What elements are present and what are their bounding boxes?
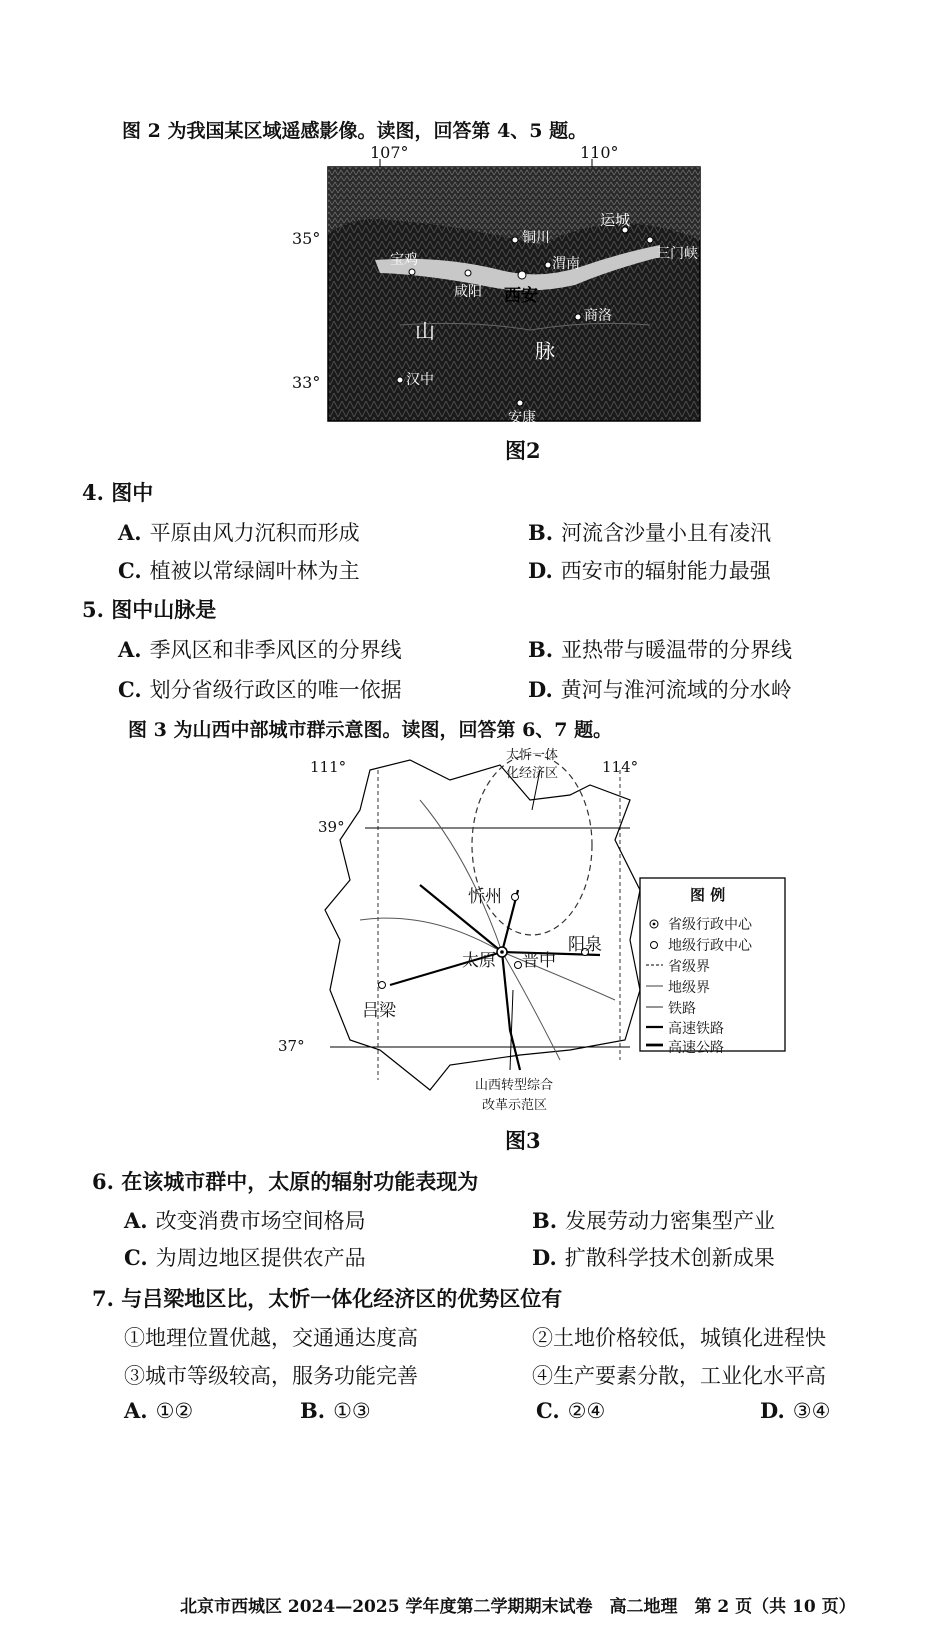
xianyang-dot: [465, 270, 471, 276]
jinzhong-marker: [515, 962, 522, 969]
q7-option-b-text: ①③: [333, 1399, 371, 1423]
legend-item-provincial-border: 省级界: [668, 959, 710, 975]
q7-item-1: ①地理位置优越，交通通达度高: [124, 1326, 418, 1350]
baoji-dot: [409, 269, 415, 275]
mountain-char-1: 山: [415, 319, 435, 343]
legend-provincial-icon-dot: [653, 923, 656, 926]
q5-option-d-text: 黄河与淮河流域的分水岭: [560, 678, 792, 702]
q7-option-a[interactable]: [124, 1398, 193, 1423]
region-boundary: [325, 760, 640, 1090]
q6-stem: 6. 在该城市群中，太原的辐射功能表现为: [92, 1169, 479, 1194]
fig2-caption: 图2: [505, 438, 541, 463]
sanmenxia-dot: [647, 237, 653, 243]
legend-item-provincial: 省级行政中心: [668, 917, 752, 933]
legend-item-railway: 铁路: [668, 1001, 696, 1017]
q5-option-a-letter: A.: [118, 637, 142, 662]
legend-item-expressway: 高速公路: [668, 1040, 724, 1056]
fig2-intro: 图 2 为我国某区域遥感影像。读图，回答第 4、5 题。: [122, 120, 588, 142]
legend-item-hsr: 高速铁路: [668, 1021, 724, 1037]
taixin-zone-label-1: 太忻一体: [506, 748, 559, 763]
q4-option-c-text: 植被以常绿阔叶林为主: [149, 559, 360, 583]
q4-option-a[interactable]: [118, 517, 360, 547]
place-ankang: 安康: [508, 410, 536, 426]
fig3-lon-114: 114°: [602, 758, 639, 776]
q5-option-c-text: 划分省级行政区的唯一依据: [149, 678, 402, 702]
place-xian: 西安: [504, 286, 538, 306]
place-baoji: 宝鸡: [390, 252, 418, 268]
fig3-lat-39: 39°: [318, 818, 345, 836]
weinan-dot: [545, 262, 551, 268]
q5-option-b[interactable]: [528, 634, 792, 664]
q5-stem: 5. 图中山脉是: [82, 597, 217, 622]
mountain-char-2: 脉: [535, 339, 555, 363]
city-xinzhou: 忻州: [468, 887, 502, 907]
taixin-zone-label-2: 化经济区: [506, 766, 559, 781]
fig3-caption: 图3: [505, 1128, 541, 1153]
q7-option-d[interactable]: [760, 1398, 830, 1423]
q6-option-b-letter: B.: [532, 1208, 558, 1233]
place-tongchuan: 铜川: [522, 230, 550, 246]
q4-option-c[interactable]: [118, 555, 360, 585]
place-sanmenxia: 三门峡: [656, 246, 698, 262]
q7-option-a-letter: A.: [124, 1398, 148, 1423]
shangluo-dot: [575, 314, 581, 320]
q5-option-d[interactable]: [528, 674, 792, 704]
q7-option-c-text: ②④: [567, 1399, 606, 1423]
q5-option-b-letter: B.: [528, 637, 554, 662]
q6-option-a-letter: A.: [124, 1208, 148, 1233]
q6-option-b[interactable]: [532, 1205, 775, 1235]
q6-option-c-letter: C.: [124, 1245, 148, 1270]
lon-label-107: 107°: [370, 143, 409, 162]
q4-stem: 4. 图中: [82, 480, 154, 505]
fig3-lon-111: 111°: [310, 758, 347, 776]
q4-option-d-text: 西安市的辐射能力最强: [560, 559, 771, 583]
ankang-dot: [517, 400, 523, 406]
q5-option-c[interactable]: [118, 674, 402, 704]
figure-2: [290, 145, 730, 430]
q6-option-c[interactable]: [124, 1242, 366, 1272]
q7-item-3: ③城市等级较高，服务功能完善: [124, 1364, 418, 1388]
q7-option-d-letter: D.: [760, 1398, 785, 1423]
place-yuncheng: 运城: [600, 211, 631, 229]
q4-option-a-text: 平原由风力沉积而形成: [149, 521, 360, 545]
city-jinzhong: 晋中: [522, 951, 556, 971]
q5-option-b-text: 亚热带与暖温带的分界线: [561, 638, 793, 662]
reform-zone-label-2: 改革示范区: [482, 1098, 548, 1113]
q7-option-b[interactable]: [300, 1398, 371, 1423]
place-xianyang: 咸阳: [454, 284, 482, 300]
hanzhong-dot: [397, 377, 403, 383]
taixin-zone-outline: [472, 755, 592, 935]
lat-label-33: 33°: [292, 373, 321, 392]
q7-option-c[interactable]: [536, 1398, 605, 1423]
q7-option-b-letter: B.: [300, 1398, 326, 1423]
q5-option-a[interactable]: [118, 634, 402, 664]
q5-option-c-letter: C.: [118, 677, 142, 702]
city-taiyuan: 太原: [462, 951, 496, 971]
city-lvliang: 吕梁: [362, 1001, 396, 1021]
lat-label-35: 35°: [292, 229, 321, 248]
q4-option-d[interactable]: [528, 555, 771, 585]
legend-prefecture-icon: [651, 942, 658, 949]
legend-item-prefecture: 地级行政中心: [668, 938, 752, 954]
tongchuan-dot: [512, 237, 518, 243]
fig3-intro: 图 3 为山西中部城市群示意图。读图，回答第 6、7 题。: [128, 719, 613, 741]
q5-option-a-text: 季风区和非季风区的分界线: [149, 638, 402, 662]
xian-dot: [518, 271, 526, 279]
xinzhou-marker: [512, 894, 519, 901]
lvliang-marker: [379, 982, 386, 989]
q6-option-a[interactable]: [124, 1205, 366, 1235]
q7-option-a-text: ①②: [155, 1399, 194, 1423]
figure-3: [270, 740, 790, 1125]
q4-option-c-letter: C.: [118, 558, 142, 583]
q6-option-b-text: 发展劳动力密集型产业: [565, 1209, 776, 1233]
q7-option-c-letter: C.: [536, 1398, 560, 1423]
q4-option-d-letter: D.: [528, 558, 553, 583]
city-yangquan: 阳泉: [568, 935, 602, 955]
q6-option-c-text: 为周边地区提供农产品: [155, 1246, 366, 1270]
lon-label-110: 110°: [580, 143, 619, 162]
taiyuan-marker-dot: [500, 950, 504, 954]
q7-item-2: ②土地价格较低，城镇化进程快: [532, 1326, 826, 1350]
q7-option-d-text: ③④: [792, 1399, 831, 1423]
legend-title: 图 例: [690, 886, 726, 904]
q6-option-d[interactable]: [532, 1242, 775, 1272]
q4-option-a-letter: A.: [118, 520, 142, 545]
fig3-lat-37: 37°: [278, 1037, 305, 1055]
q4-option-b-text: 河流含沙量小且有凌汛: [561, 521, 772, 545]
q6-option-d-text: 扩散科学技术创新成果: [564, 1246, 775, 1270]
q7-stem: 7. 与吕梁地区比，太忻一体化经济区的优势区位有: [92, 1286, 563, 1311]
page-footer: 北京市西城区 2024—2025 学年度第二学期期末试卷 高二地理 第 2 页（共 10 页）: [180, 1597, 856, 1617]
q5-option-d-letter: D.: [528, 677, 553, 702]
place-shangluo: 商洛: [584, 308, 612, 324]
q7-item-4: ④生产要素分散，工业化水平高: [532, 1364, 826, 1388]
reform-zone-label-1: 山西转型综合: [475, 1078, 554, 1093]
railway-2: [420, 800, 560, 1060]
place-weinan: 渭南: [552, 256, 580, 272]
q6-option-a-text: 改变消费市场空间格局: [155, 1209, 366, 1233]
legend-item-prefecture-border: 地级界: [668, 980, 710, 996]
q4-option-b[interactable]: [528, 517, 771, 547]
q6-option-d-letter: D.: [532, 1245, 557, 1270]
place-hanzhong: 汉中: [406, 372, 434, 388]
q4-option-b-letter: B.: [528, 520, 554, 545]
